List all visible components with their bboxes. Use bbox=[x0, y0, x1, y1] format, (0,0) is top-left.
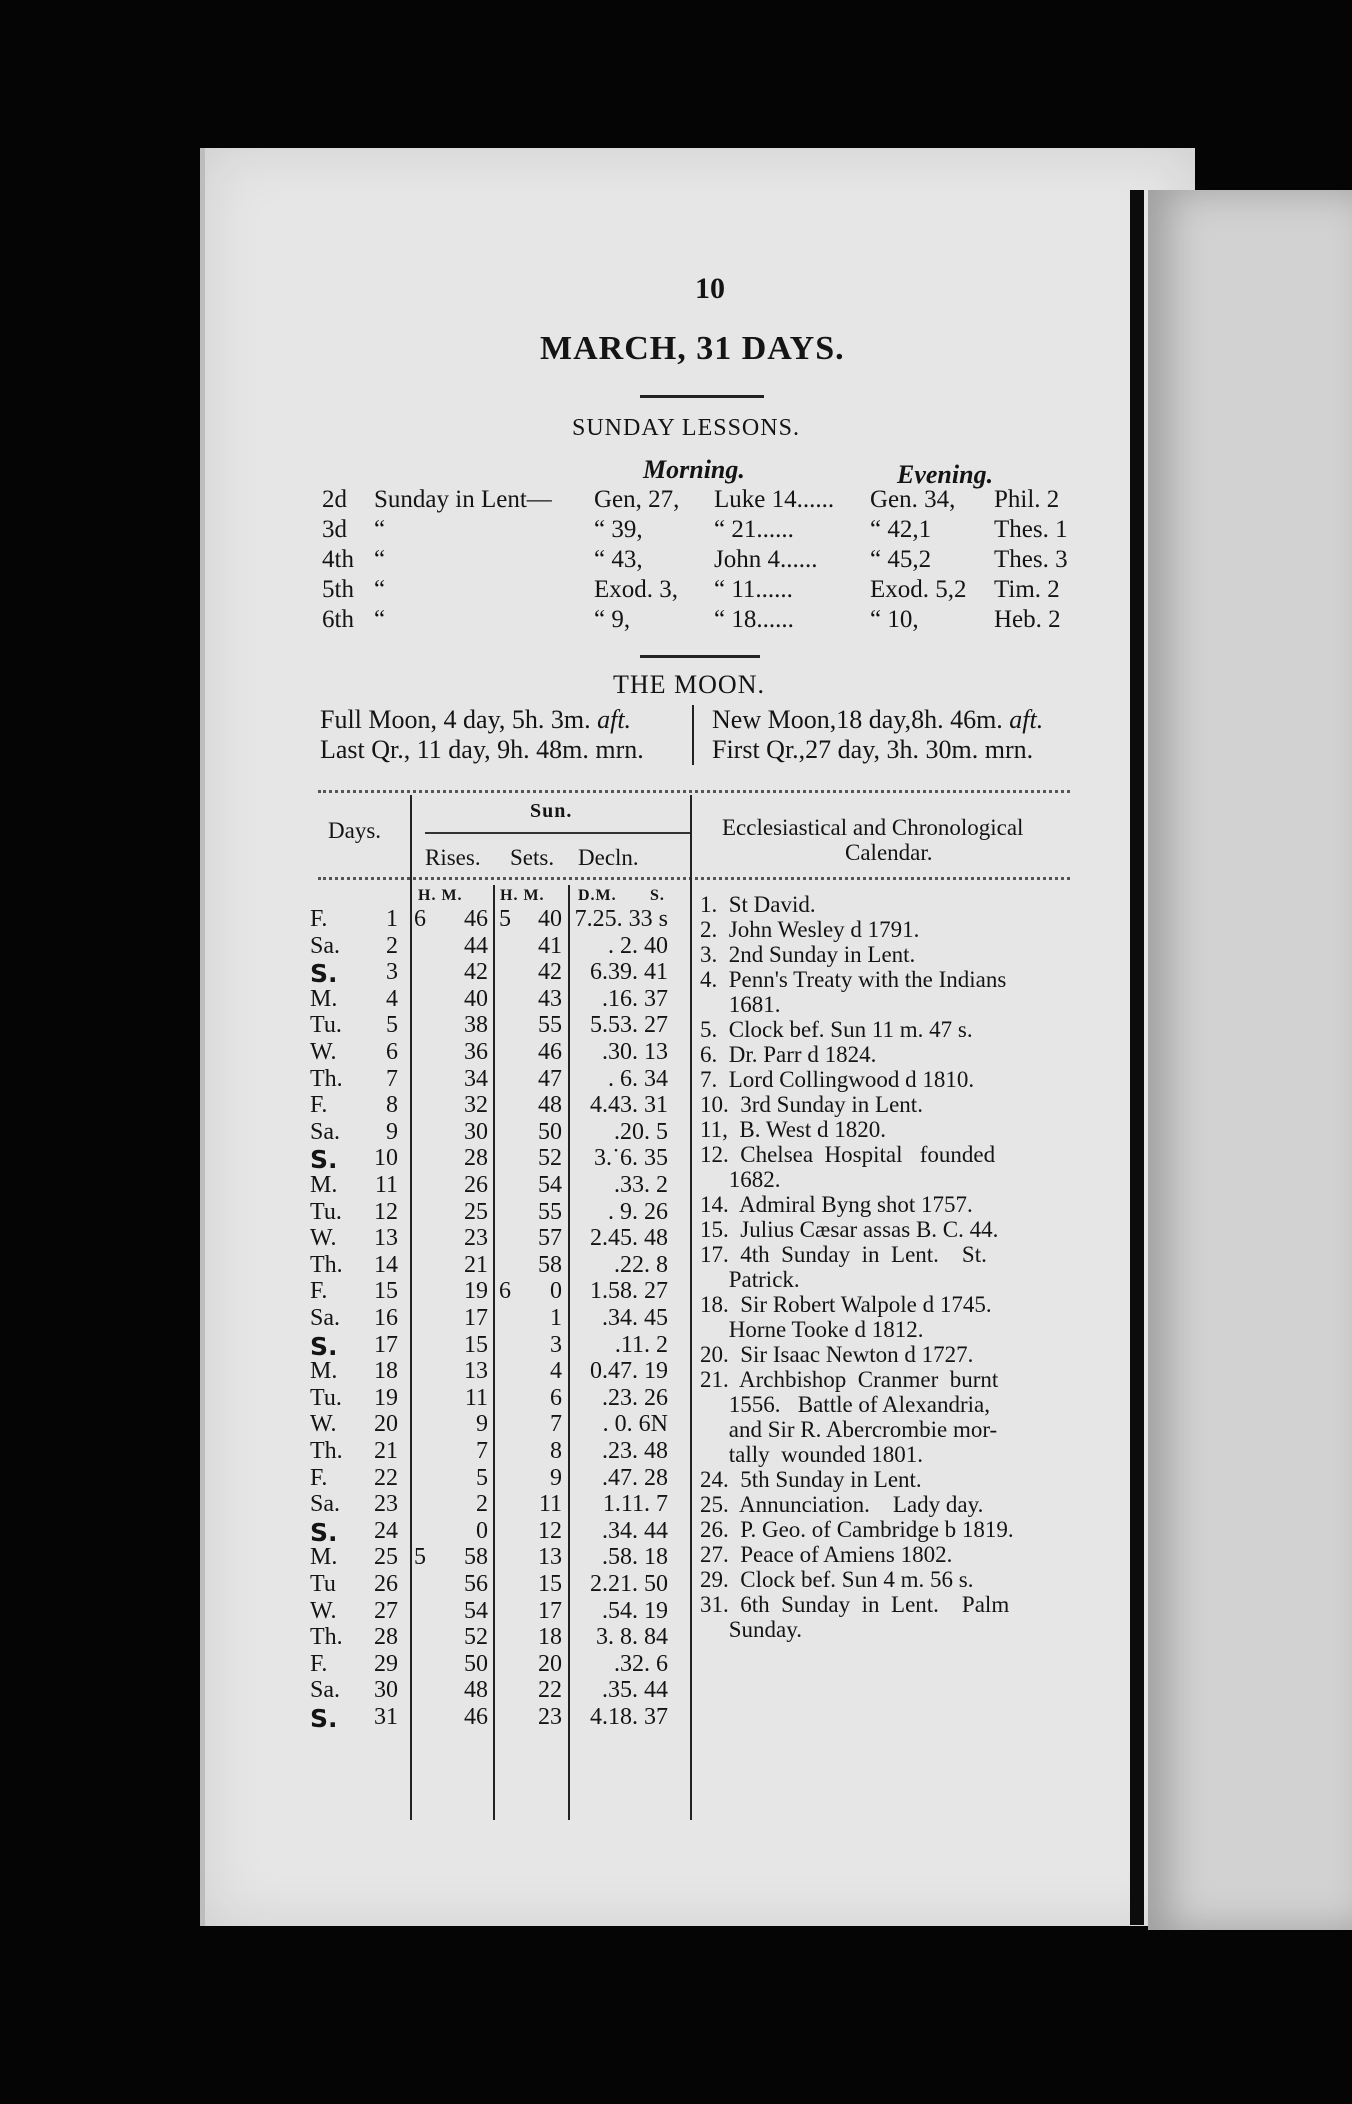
calendar-line: 24. 5th Sunday in Lent. bbox=[700, 1467, 922, 1492]
day-dec: 0.47. 19 bbox=[590, 1358, 668, 1385]
day-rm: 15 bbox=[464, 1331, 488, 1358]
lesson-m1: “ 43, bbox=[594, 546, 643, 573]
day-d: Tu bbox=[310, 1571, 336, 1597]
day-d: Th. bbox=[310, 1438, 343, 1464]
lesson-e1: Gen. 34, bbox=[870, 486, 956, 513]
day-dec: 1.11. 7 bbox=[602, 1491, 668, 1518]
day-n: 24 bbox=[374, 1517, 398, 1544]
day-n: 19 bbox=[374, 1384, 398, 1411]
day-sm: 55 bbox=[538, 1012, 562, 1039]
day-n: 5 bbox=[386, 1012, 398, 1039]
lesson-label: “ bbox=[374, 606, 386, 633]
day-d: W. bbox=[310, 1039, 337, 1065]
day-sm: 11 bbox=[538, 1491, 562, 1518]
calendar-line: 1556. Battle of Alexandria, bbox=[700, 1392, 990, 1417]
day-rm: 54 bbox=[464, 1597, 488, 1624]
calendar-line: 27. Peace of Amiens 1802. bbox=[700, 1542, 953, 1567]
calendar-line: 31. 6th Sunday in Lent. Palm bbox=[700, 1592, 1010, 1617]
day-d: F. bbox=[310, 1650, 328, 1677]
day-sm: 17 bbox=[538, 1597, 562, 1624]
full-moon-line bbox=[320, 705, 631, 735]
day-rh: 5 bbox=[414, 1544, 426, 1571]
day-sm: 6 bbox=[550, 1384, 562, 1411]
day-sm: 43 bbox=[538, 985, 562, 1012]
day-sm: 48 bbox=[538, 1092, 562, 1119]
day-d: Sa. bbox=[310, 1305, 340, 1331]
lesson-m2: John 4...... bbox=[714, 546, 818, 573]
calendar-line: 29. Clock bef. Sun 4 m. 56 s. bbox=[700, 1567, 974, 1592]
day-rm: 25 bbox=[464, 1198, 488, 1225]
decln-header: Decln. bbox=[578, 845, 639, 870]
lesson-n: 5th bbox=[322, 576, 354, 603]
calendar-line: 1682. bbox=[700, 1167, 781, 1192]
lesson-e1: “ 10, bbox=[870, 606, 919, 633]
day-n: 14 bbox=[374, 1251, 398, 1278]
sets-header: Sets. bbox=[510, 845, 555, 870]
day-d: S. bbox=[310, 959, 338, 989]
day-sm: 13 bbox=[538, 1544, 562, 1571]
day-sm: 42 bbox=[538, 959, 562, 986]
day-d: F. bbox=[310, 1092, 328, 1119]
calendar-line: 21. Archbishop Cranmer burnt bbox=[700, 1367, 999, 1392]
day-sm: 46 bbox=[538, 1039, 562, 1065]
lesson-m2: “ 18...... bbox=[714, 606, 794, 633]
day-sm: 22 bbox=[538, 1677, 562, 1704]
day-sm: 15 bbox=[538, 1571, 562, 1597]
day-d: Tu. bbox=[310, 1198, 342, 1225]
lesson-row bbox=[322, 606, 1074, 636]
s-units: S. bbox=[650, 887, 665, 904]
day-rm: 32 bbox=[464, 1092, 488, 1119]
day-dec: 2.45. 48 bbox=[590, 1225, 668, 1252]
lessons-rule bbox=[640, 655, 760, 658]
bleed-through-text bbox=[1250, 820, 1256, 846]
day-d: Th. bbox=[310, 1251, 343, 1278]
day-n: 3 bbox=[386, 959, 398, 986]
day-dec: . 2. 40 bbox=[608, 932, 668, 959]
day-d: W. bbox=[310, 1411, 337, 1438]
day-dec: 4.18. 37 bbox=[590, 1704, 668, 1730]
day-dec: .32. 6 bbox=[614, 1650, 668, 1677]
day-dec: .33. 2 bbox=[614, 1172, 668, 1198]
day-n: 28 bbox=[374, 1624, 398, 1651]
day-d: S. bbox=[310, 1331, 338, 1361]
day-rm: 28 bbox=[464, 1145, 488, 1172]
day-d: M. bbox=[310, 1172, 338, 1198]
day-sh: 5 bbox=[499, 906, 511, 932]
day-d: Tu. bbox=[310, 1384, 342, 1411]
lesson-row bbox=[322, 546, 1074, 576]
calendar-line: 15. Julius Cæsar assas B. C. 44. bbox=[700, 1217, 999, 1242]
sets-units: H. M. bbox=[500, 887, 545, 904]
calendar-line: 1. St David. bbox=[700, 892, 816, 917]
lesson-m1: “ 39, bbox=[594, 516, 643, 543]
book-spine bbox=[1130, 190, 1144, 1925]
day-d: W. bbox=[310, 1225, 337, 1252]
day-d: F. bbox=[310, 906, 328, 932]
day-rm: 52 bbox=[464, 1624, 488, 1651]
day-sm: 23 bbox=[538, 1704, 562, 1730]
day-n: 6 bbox=[386, 1039, 398, 1065]
day-sm: 57 bbox=[538, 1225, 562, 1252]
calendar-line: tally wounded 1801. bbox=[700, 1442, 923, 1467]
day-rm: 30 bbox=[464, 1118, 488, 1145]
day-sh: 6 bbox=[499, 1278, 511, 1305]
sunday-lessons-heading: SUNDAY LESSONS. bbox=[572, 415, 800, 441]
day-n: 4 bbox=[386, 985, 398, 1012]
day-row bbox=[300, 1651, 1080, 1679]
calendar-line: 11, B. West d 1820. bbox=[700, 1117, 886, 1142]
day-sm: 12 bbox=[538, 1517, 562, 1544]
morning-label: Morning. bbox=[643, 455, 745, 484]
calendar-line: 1681. bbox=[700, 992, 781, 1017]
day-dec: .11. 2 bbox=[614, 1331, 668, 1358]
day-dec: .34. 45 bbox=[602, 1305, 668, 1331]
day-rh: 6 bbox=[414, 906, 426, 932]
day-sm: 54 bbox=[538, 1172, 562, 1198]
lesson-e2: Thes. 1 bbox=[994, 516, 1068, 543]
day-rm: 23 bbox=[464, 1225, 488, 1252]
day-sm: 18 bbox=[538, 1624, 562, 1651]
day-rm: 50 bbox=[464, 1650, 488, 1677]
day-dec: .54. 19 bbox=[602, 1597, 668, 1624]
day-n: 12 bbox=[374, 1198, 398, 1225]
day-rm: 46 bbox=[464, 1704, 488, 1730]
new-moon-text: New Moon,18 day,8h. 46m. bbox=[712, 705, 1003, 734]
day-dec: 7.25. 33 s bbox=[574, 906, 668, 932]
calendar-line: Sunday. bbox=[700, 1617, 803, 1642]
calendar-line: 14. Admiral Byng shot 1757. bbox=[700, 1192, 973, 1217]
moon-heading: THE MOON. bbox=[613, 670, 765, 699]
day-n: 15 bbox=[374, 1278, 398, 1305]
page-title: MARCH, 31 DAYS. bbox=[540, 330, 845, 367]
day-sm: 8 bbox=[550, 1438, 562, 1464]
day-rm: 13 bbox=[464, 1358, 488, 1385]
day-dec: 6.39. 41 bbox=[590, 959, 668, 986]
day-dec: 1.58. 27 bbox=[590, 1278, 668, 1305]
day-n: 31 bbox=[374, 1704, 398, 1730]
day-n: 26 bbox=[374, 1571, 398, 1597]
full-moon-suffix: aft. bbox=[597, 705, 632, 734]
rises-header: Rises. bbox=[425, 845, 481, 870]
title-rule bbox=[640, 395, 764, 398]
day-n: 27 bbox=[374, 1597, 398, 1624]
day-sm: 58 bbox=[538, 1251, 562, 1278]
day-rm: 44 bbox=[464, 932, 488, 959]
lesson-e2: Tim. 2 bbox=[994, 576, 1060, 603]
day-n: 2 bbox=[386, 932, 398, 959]
calendar-line: 25. Annunciation. Lady day. bbox=[700, 1492, 984, 1517]
day-sm: 9 bbox=[550, 1464, 562, 1491]
lesson-row bbox=[322, 486, 1074, 516]
day-d: M. bbox=[310, 985, 338, 1012]
lesson-row bbox=[322, 516, 1074, 546]
day-sm: 3 bbox=[550, 1331, 562, 1358]
day-d: S. bbox=[310, 1145, 338, 1175]
day-dec: .35. 44 bbox=[602, 1677, 668, 1704]
day-n: 10 bbox=[374, 1145, 398, 1172]
lesson-m1: “ 9, bbox=[594, 606, 631, 633]
lesson-m2: “ 11...... bbox=[714, 576, 793, 603]
day-d: W. bbox=[310, 1597, 337, 1624]
day-row bbox=[300, 1704, 1080, 1732]
day-dec: . 6. 34 bbox=[608, 1065, 668, 1092]
day-n: 22 bbox=[374, 1464, 398, 1491]
lesson-label: “ bbox=[374, 546, 386, 573]
day-d: S. bbox=[310, 1704, 338, 1733]
facing-page bbox=[1148, 190, 1352, 1930]
day-sm: 50 bbox=[538, 1118, 562, 1145]
ecclesiastical-calendar bbox=[700, 892, 1080, 1642]
day-n: 18 bbox=[374, 1358, 398, 1385]
day-n: 8 bbox=[386, 1092, 398, 1119]
last-quarter-line: Last Qr., 11 day, 9h. 48m. mrn. bbox=[320, 735, 644, 764]
day-n: 13 bbox=[374, 1225, 398, 1252]
header-bottom-border bbox=[318, 877, 1070, 884]
day-row bbox=[300, 1677, 1080, 1705]
day-sm: 0 bbox=[550, 1278, 562, 1305]
day-d: Th. bbox=[310, 1065, 343, 1092]
lesson-label: “ bbox=[374, 576, 386, 603]
day-rm: 2 bbox=[476, 1491, 488, 1518]
calendar-line: 6. Dr. Parr d 1824. bbox=[700, 1042, 877, 1067]
day-rm: 58 bbox=[464, 1544, 488, 1571]
lesson-n: 2d bbox=[322, 486, 347, 513]
day-n: 11 bbox=[374, 1172, 398, 1198]
day-d: Sa. bbox=[310, 1491, 340, 1518]
day-d: F. bbox=[310, 1278, 328, 1305]
day-n: 20 bbox=[374, 1411, 398, 1438]
day-sm: 7 bbox=[550, 1411, 562, 1438]
day-sm: 4 bbox=[550, 1358, 562, 1385]
lesson-label: Sunday in Lent— bbox=[374, 486, 552, 513]
day-rm: 48 bbox=[464, 1677, 488, 1704]
day-dec: .16. 37 bbox=[602, 985, 668, 1012]
day-n: 16 bbox=[374, 1305, 398, 1331]
lesson-n: 6th bbox=[322, 606, 354, 633]
calendar-line: 7. Lord Collingwood d 1810. bbox=[700, 1067, 975, 1092]
lesson-e1: “ 42,1 bbox=[870, 516, 932, 543]
day-rm: 56 bbox=[464, 1571, 488, 1597]
lesson-e2: Phil. 2 bbox=[994, 486, 1060, 513]
day-dec: .23. 26 bbox=[602, 1384, 668, 1411]
day-dec: .58. 18 bbox=[602, 1544, 668, 1571]
calendar-line: 26. P. Geo. of Cambridge b 1819. bbox=[700, 1517, 1014, 1542]
lesson-n: 3d bbox=[322, 516, 347, 543]
calendar-line: 5. Clock bef. Sun 11 m. 47 s. bbox=[700, 1017, 973, 1042]
day-rm: 46 bbox=[464, 906, 488, 932]
day-rm: 36 bbox=[464, 1039, 488, 1065]
day-d: Sa. bbox=[310, 932, 340, 959]
lesson-e2: Thes. 3 bbox=[994, 546, 1068, 573]
day-dec: .20. 5 bbox=[614, 1118, 668, 1145]
day-n: 7 bbox=[386, 1065, 398, 1092]
table-top-border bbox=[318, 790, 1070, 797]
lesson-row bbox=[322, 576, 1074, 606]
day-rm: 11 bbox=[464, 1384, 488, 1411]
first-quarter-line: First Qr.,27 day, 3h. 30m. mrn. bbox=[712, 735, 1034, 764]
lesson-m2: Luke 14...... bbox=[714, 486, 835, 513]
day-dec: .23. 48 bbox=[602, 1438, 668, 1464]
day-rm: 17 bbox=[464, 1305, 488, 1331]
sun-brace bbox=[425, 832, 690, 834]
moon-divider bbox=[692, 705, 694, 765]
day-d: F. bbox=[310, 1464, 328, 1491]
day-d: S. bbox=[310, 1517, 338, 1547]
day-dec: 5.53. 27 bbox=[590, 1012, 668, 1039]
day-n: 23 bbox=[374, 1491, 398, 1518]
lesson-e2: Heb. 2 bbox=[994, 606, 1061, 633]
day-rm: 34 bbox=[464, 1065, 488, 1092]
day-n: 17 bbox=[374, 1331, 398, 1358]
day-rm: 5 bbox=[476, 1464, 488, 1491]
calendar-line: Horne Tooke d 1812. bbox=[700, 1317, 924, 1342]
day-sm: 55 bbox=[538, 1198, 562, 1225]
page-number: 10 bbox=[695, 272, 725, 305]
calendar-line: Patrick. bbox=[700, 1267, 800, 1292]
day-dec: 2.21. 50 bbox=[590, 1571, 668, 1597]
day-d: Tu. bbox=[310, 1012, 342, 1039]
new-moon-line bbox=[712, 705, 1043, 735]
lesson-label: “ bbox=[374, 516, 386, 543]
day-n: 21 bbox=[374, 1438, 398, 1464]
day-sm: 20 bbox=[538, 1650, 562, 1677]
day-d: Th. bbox=[310, 1624, 343, 1651]
day-sm: 1 bbox=[550, 1305, 562, 1331]
day-rm: 19 bbox=[464, 1278, 488, 1305]
day-dec: .30. 13 bbox=[602, 1039, 668, 1065]
lesson-e1: Exod. 5,2 bbox=[870, 576, 967, 603]
calendar-line: 4. Penn's Treaty with the Indians bbox=[700, 967, 1007, 992]
evening-label: Evening. bbox=[897, 460, 994, 489]
day-dec: 4.43. 31 bbox=[590, 1092, 668, 1119]
day-d: Sa. bbox=[310, 1677, 340, 1704]
calendar-line: 12. Chelsea Hospital founded bbox=[700, 1142, 996, 1167]
day-n: 30 bbox=[374, 1677, 398, 1704]
days-header: Days. bbox=[328, 818, 382, 843]
new-moon-suffix: aft. bbox=[1009, 705, 1044, 734]
calendar-line: 18. Sir Robert Walpole d 1745. bbox=[700, 1292, 992, 1317]
day-dec: 3.˙6. 35 bbox=[594, 1145, 668, 1172]
day-n: 25 bbox=[374, 1544, 398, 1571]
sun-header: Sun. bbox=[530, 800, 573, 822]
day-rm: 0 bbox=[476, 1517, 488, 1544]
rises-units: H. M. bbox=[418, 887, 463, 904]
day-sm: 41 bbox=[538, 932, 562, 959]
lesson-n: 4th bbox=[322, 546, 354, 573]
day-sm: 52 bbox=[538, 1145, 562, 1172]
calendar-header-line1: Ecclesiastical and Chronological bbox=[722, 815, 1024, 840]
day-rm: 9 bbox=[476, 1411, 488, 1438]
day-rm: 38 bbox=[464, 1012, 488, 1039]
day-n: 1 bbox=[386, 906, 398, 932]
calendar-header-line2: Calendar. bbox=[845, 840, 933, 865]
calendar-line: 20. Sir Isaac Newton d 1727. bbox=[700, 1342, 974, 1367]
full-moon-text: Full Moon, 4 day, 5h. 3m. bbox=[320, 705, 591, 734]
day-sm: 40 bbox=[538, 906, 562, 932]
day-rm: 21 bbox=[464, 1251, 488, 1278]
day-rm: 42 bbox=[464, 959, 488, 986]
day-d: M. bbox=[310, 1544, 338, 1571]
lesson-m1: Exod. 3, bbox=[594, 576, 679, 603]
day-d: Sa. bbox=[310, 1118, 340, 1145]
dm-units: D.M. bbox=[578, 887, 617, 904]
day-sm: 47 bbox=[538, 1065, 562, 1092]
lesson-m1: Gen, 27, bbox=[594, 486, 680, 513]
day-n: 9 bbox=[386, 1118, 398, 1145]
day-rm: 40 bbox=[464, 985, 488, 1012]
day-dec: .47. 28 bbox=[602, 1464, 668, 1491]
day-rm: 26 bbox=[464, 1172, 488, 1198]
calendar-line: 3. 2nd Sunday in Lent. bbox=[700, 942, 916, 967]
day-rm: 7 bbox=[476, 1438, 488, 1464]
day-dec: .34. 44 bbox=[602, 1517, 668, 1544]
calendar-line: 2. John Wesley d 1791. bbox=[700, 917, 920, 942]
calendar-line: 17. 4th Sunday in Lent. St. bbox=[700, 1242, 987, 1267]
day-dec: . 0. 6N bbox=[602, 1411, 668, 1438]
day-dec: .22. 8 bbox=[614, 1251, 668, 1278]
day-d: M. bbox=[310, 1358, 338, 1385]
calendar-line: 10. 3rd Sunday in Lent. bbox=[700, 1092, 923, 1117]
day-n: 29 bbox=[374, 1650, 398, 1677]
lesson-m2: “ 21...... bbox=[714, 516, 794, 543]
calendar-line: and Sir R. Abercrombie mor- bbox=[700, 1417, 998, 1442]
day-dec: . 9. 26 bbox=[608, 1198, 668, 1225]
day-dec: 3. 8. 84 bbox=[596, 1624, 668, 1651]
lesson-e1: “ 45,2 bbox=[870, 546, 932, 573]
